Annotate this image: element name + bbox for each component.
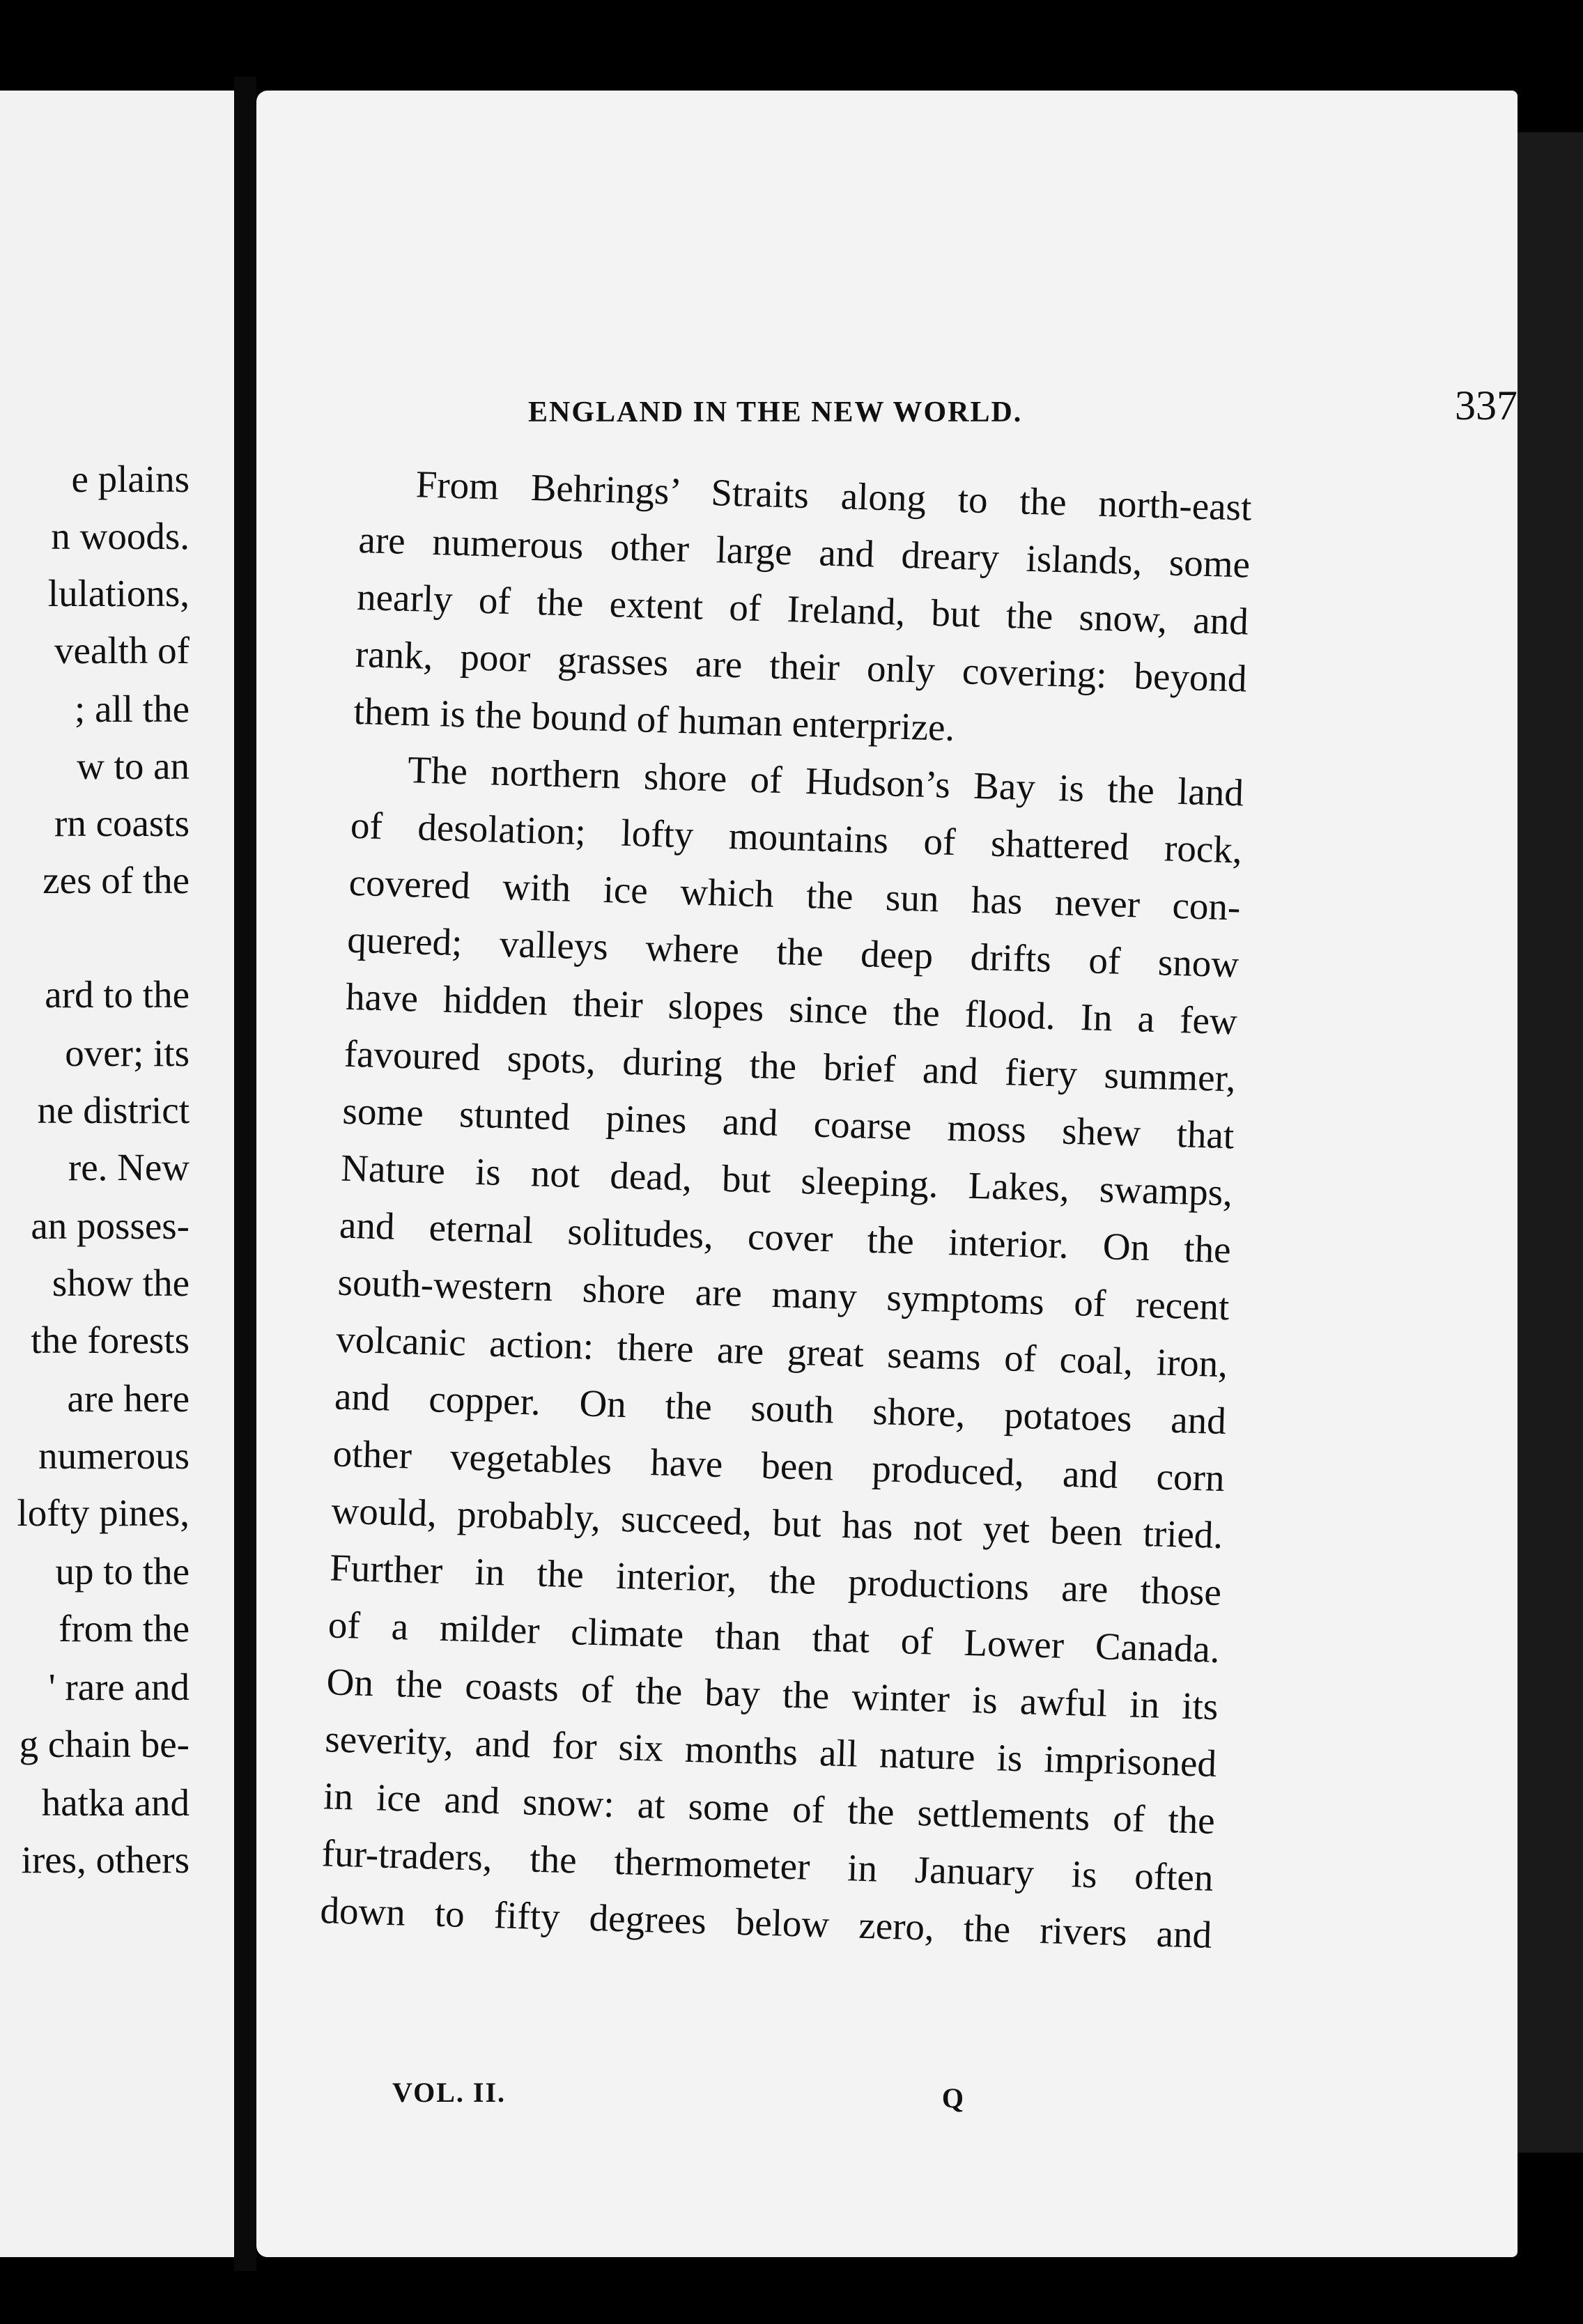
text-line: nearly of the extent of Ireland, but the snow, and xyxy=(356,575,1249,643)
book-page xyxy=(256,91,1518,2257)
text-line: are numerous other large and dreary islands, some xyxy=(357,518,1251,586)
text-line: favoured spots, during the brief and fiery summer, xyxy=(343,1032,1237,1100)
text-line: rank, poor grasses are their only covering: beyond xyxy=(355,632,1248,700)
page-number: 337 xyxy=(1455,382,1518,428)
text-line: in ice and snow: at some of the settlements of the xyxy=(323,1774,1216,1842)
left-page-line: w to an xyxy=(77,745,190,787)
left-page-line: an posses- xyxy=(31,1204,190,1247)
running-title: ENGLAND IN THE NEW WORLD. xyxy=(528,396,1023,428)
text-line: volcanic action: there are great seams of coal, iron, xyxy=(335,1317,1228,1386)
left-page-line: lulations, xyxy=(47,572,190,614)
page-body xyxy=(319,454,1252,1964)
text-line: have hidden their slopes since the flood. In a few xyxy=(345,975,1238,1043)
left-page-line: ' rare and xyxy=(48,1666,190,1708)
previous-page-fragment xyxy=(0,91,234,2257)
left-page-line: rn coasts xyxy=(54,802,190,844)
text-line: and copper. On the south shore, potatoes and xyxy=(334,1374,1227,1443)
text-line: quered; valleys where the deep drifts of snow xyxy=(346,917,1240,986)
left-page-line: over; its xyxy=(65,1032,190,1074)
left-page-line: ires, others xyxy=(21,1838,190,1881)
left-page-line: ard to the xyxy=(45,973,190,1016)
page-edge-shadow xyxy=(1518,132,1583,2153)
text-line: south-western shore are many symptoms of recent xyxy=(337,1260,1230,1328)
text-line: of desolation; lofty mountains of shattered rock, xyxy=(350,803,1243,872)
left-page-line: are here xyxy=(67,1377,190,1420)
left-page-line: numerous xyxy=(38,1434,190,1477)
left-page-line: hatka and xyxy=(41,1781,190,1824)
left-page-line: lofty pines, xyxy=(17,1492,190,1534)
left-page-line: re. New xyxy=(68,1146,190,1188)
left-page-line: ne district xyxy=(37,1089,190,1131)
text-line: them is the bound of human enterprize. xyxy=(353,689,956,749)
running-head xyxy=(528,382,1518,437)
page-footer xyxy=(392,2076,964,2125)
left-page-line: e plains xyxy=(71,458,190,500)
left-page-line: ; all the xyxy=(75,688,190,730)
signature-mark: Q xyxy=(941,2082,964,2114)
text-line: From Behrings’ Straits along to the north-east xyxy=(415,463,1253,529)
text-line: covered with ice which the sun has never con- xyxy=(348,860,1242,929)
left-page-line: show the xyxy=(52,1262,190,1304)
text-line: some stunted pines and coarse moss shew that xyxy=(341,1089,1235,1157)
left-page-line: n woods. xyxy=(51,515,190,557)
left-page-line: vealth of xyxy=(54,629,190,672)
left-page-line: g chain be- xyxy=(19,1723,190,1765)
left-page-line: zes of the xyxy=(43,859,190,901)
left-page-line: from the xyxy=(59,1607,190,1650)
text-line: Further in the interior, the productions are those xyxy=(329,1546,1222,1614)
text-line: other vegetables have been produced, and corn xyxy=(332,1432,1226,1500)
text-line: severity, and for six months all nature is imprisoned xyxy=(324,1717,1217,1785)
text-line: down to fifty degrees below zero, the rivers and xyxy=(319,1889,1212,1956)
book-gutter xyxy=(234,77,256,2271)
text-line: of a milder climate than that of Lower Canada. xyxy=(327,1603,1221,1671)
text-line: fur-traders, the thermometer in January is often xyxy=(321,1831,1214,1899)
text-line: The northern shore of Hudson’s Bay is the land xyxy=(407,748,1244,814)
left-page-line: up to the xyxy=(55,1550,190,1593)
text-line: Nature is not dead, but sleeping. Lakes, swamps, xyxy=(340,1146,1233,1214)
text-line: would, probably, succeed, but has not yet been tried. xyxy=(330,1489,1224,1557)
text-line: and eternal solitudes, cover the interior. On the xyxy=(339,1203,1232,1271)
volume-label: VOL. II. xyxy=(392,2077,507,2108)
left-page-line: the forests xyxy=(31,1319,190,1361)
text-line: On the coasts of the bay the winter is awful in its xyxy=(325,1660,1219,1728)
